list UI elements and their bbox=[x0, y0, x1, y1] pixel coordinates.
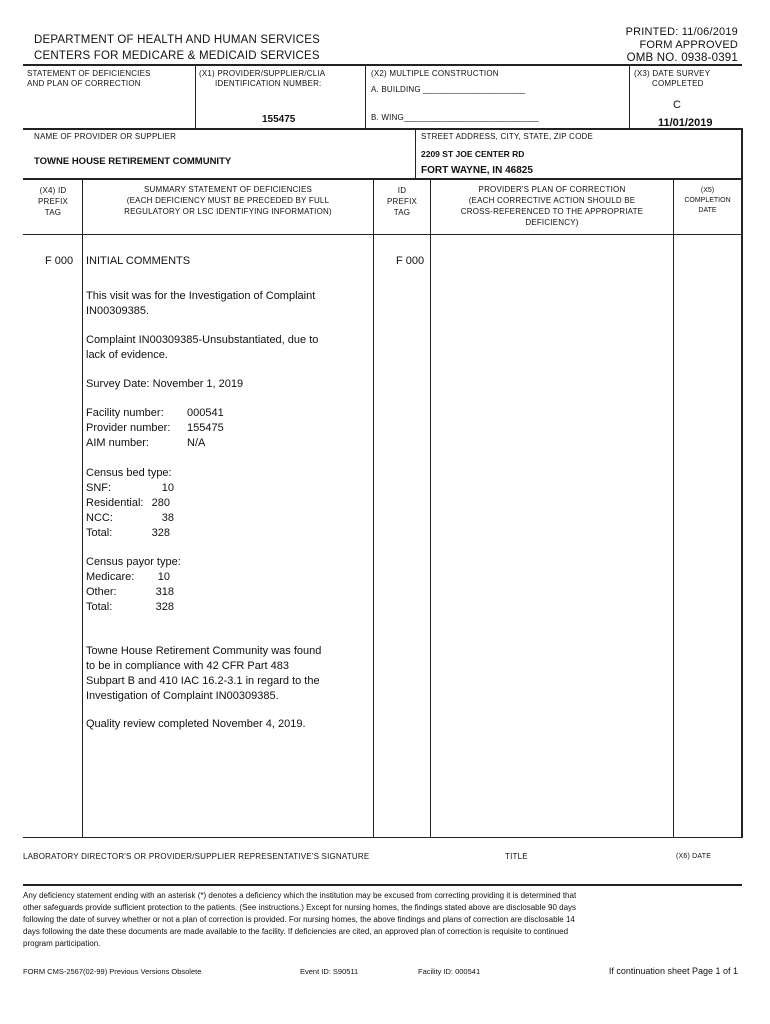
building-label: A. BUILDING bbox=[371, 85, 421, 94]
provider-name: TOWNE HOUSE RETIREMENT COMMUNITY bbox=[34, 156, 232, 167]
summary-header-3: REGULATORY OR LSC IDENTIFYING INFORMATION) bbox=[124, 207, 332, 216]
visit-text-line-2: IN00309385. bbox=[86, 305, 149, 317]
signature-bottom bbox=[23, 884, 742, 886]
x5-header-1: (X5) bbox=[700, 187, 715, 194]
plan-header-4: DEFICIENCY) bbox=[525, 218, 579, 227]
id-header-3: TAG bbox=[393, 208, 411, 217]
building-value: ______________________ bbox=[423, 85, 526, 94]
snf-label: SNF: bbox=[86, 482, 112, 494]
x5-header-3: DATE bbox=[698, 207, 717, 214]
x4-header-2: PREFIX bbox=[37, 197, 69, 206]
x1-label-1: (X1) PROVIDER/SUPPLIER/CLIA bbox=[199, 69, 326, 78]
title-label: TITLE bbox=[505, 852, 528, 861]
continuation-page: If continuation sheet Page 1 of 1 bbox=[608, 966, 738, 976]
x3-survey-date: 11/01/2019 bbox=[658, 117, 713, 129]
compliance-line-1: Towne House Retirement Community was found bbox=[86, 645, 322, 657]
provider-name-label: NAME OF PROVIDER OR SUPPLIER bbox=[34, 132, 177, 141]
id-header-2: PREFIX bbox=[386, 197, 418, 206]
disclaimer-line-1: Any deficiency statement ending with an asterisk (*) denotes a deficiency which the institution may be excused from correcting providing it is determined that bbox=[23, 891, 577, 900]
x1-label-2: IDENTIFICATION NUMBER: bbox=[215, 79, 322, 88]
wing-label: B. WING bbox=[371, 113, 404, 122]
plan-header-3: CROSS-REFERENCED TO THE APPROPRIATE bbox=[460, 207, 644, 216]
medicare-label: Medicare: bbox=[86, 571, 135, 583]
ncc-value: 38 bbox=[161, 512, 174, 524]
row-divider-2 bbox=[23, 178, 742, 180]
census-payor-title: Census payor type: bbox=[86, 556, 181, 568]
vline-right bbox=[741, 178, 743, 838]
x3-label-2: COMPLETED bbox=[652, 79, 704, 88]
summary-header-2: (EACH DEFICIENCY MUST BE PRECEDED BY FULL bbox=[126, 196, 330, 205]
x3-label-1: (X3) DATE SURVEY bbox=[634, 69, 711, 78]
x4-header-3: TAG bbox=[44, 208, 62, 217]
aim-number-value: N/A bbox=[187, 437, 206, 449]
id-header-1: ID bbox=[397, 186, 407, 195]
disclaimer-line-3: following the date of survey whether or not a plan of correction is provided. For nursing homes, the above findings and plans of correction are disclosable 14 bbox=[23, 915, 575, 924]
vline-col-summary bbox=[373, 178, 374, 838]
x3-code: C bbox=[673, 99, 681, 111]
vline-x3 bbox=[629, 64, 630, 128]
vline-col-prefix bbox=[82, 178, 83, 838]
facility-number-value: 000541 bbox=[187, 407, 224, 419]
disclaimer-line-2: other safeguards provide sufficient protection to the patients. (See instructions.) Except for nursing homes, the findings stated above are disclosable 90 days bbox=[23, 903, 577, 912]
facility-number-label: Facility number: bbox=[86, 407, 164, 419]
ncc-label: NCC: bbox=[86, 512, 113, 524]
visit-text-line-1: This visit was for the Investigation of Complaint bbox=[86, 290, 316, 302]
compliance-line-4: Investigation of Complaint IN00309385. bbox=[86, 690, 279, 702]
omb-number: OMB NO. 0938-0391 bbox=[626, 52, 738, 64]
street-address: 2209 ST JOE CENTER RD bbox=[421, 149, 525, 159]
residential-value: 280 bbox=[151, 497, 170, 509]
snf-value: 10 bbox=[161, 482, 174, 494]
aim-number-label: AIM number: bbox=[86, 437, 149, 449]
facility-id: Facility ID: 000541 bbox=[418, 967, 481, 976]
wing-value: _____________________________ bbox=[404, 113, 539, 122]
census-bed-title: Census bed type: bbox=[86, 467, 172, 479]
vline-x1 bbox=[195, 64, 196, 128]
residential-label: Residential: bbox=[86, 497, 144, 509]
city-state-zip: FORT WAYNE, IN 46825 bbox=[421, 165, 533, 176]
body-bottom bbox=[23, 837, 742, 838]
complaint-line-1: Complaint IN00309385-Unsubstantiated, due to bbox=[86, 334, 319, 346]
other-label: Other: bbox=[86, 586, 117, 598]
statement-label-1: STATEMENT OF DEFICIENCIES bbox=[27, 69, 151, 78]
statement-label-2: AND PLAN OF CORRECTION bbox=[27, 79, 141, 88]
x1-provider-id: 155475 bbox=[262, 114, 296, 125]
form-approved: FORM APPROVED bbox=[639, 39, 738, 51]
vline-col-id bbox=[430, 178, 431, 838]
compliance-line-2: to be in compliance with 42 CFR Part 483 bbox=[86, 660, 289, 672]
other-value: 318 bbox=[155, 586, 174, 598]
row-divider-3 bbox=[23, 234, 742, 235]
row-divider-1 bbox=[23, 128, 742, 130]
plan-header-2: (EACH CORRECTIVE ACTION SHOULD BE bbox=[468, 196, 636, 205]
total-payor-value: 328 bbox=[155, 601, 174, 613]
event-id: Event ID: S90511 bbox=[300, 967, 359, 976]
x4-header-1: (X4) ID bbox=[39, 186, 67, 195]
vline-right-provider bbox=[741, 128, 743, 178]
top-border bbox=[23, 64, 742, 66]
address-label: STREET ADDRESS, CITY, STATE, ZIP CODE bbox=[421, 132, 594, 141]
plan-header-1: PROVIDER'S PLAN OF CORRECTION bbox=[478, 185, 626, 194]
survey-date-text: Survey Date: November 1, 2019 bbox=[86, 378, 244, 390]
summary-header-1: SUMMARY STATEMENT OF DEFICIENCIES bbox=[143, 185, 313, 194]
vline-col-plan bbox=[673, 178, 674, 838]
agency-title: CENTERS FOR MEDICARE & MEDICAID SERVICES bbox=[34, 50, 320, 62]
form-number: FORM CMS-2567(02-99) Previous Versions Obsolete bbox=[23, 967, 202, 976]
prefix-tag: F 000 bbox=[45, 255, 74, 267]
entry-title: INITIAL COMMENTS bbox=[86, 255, 191, 267]
x5-header-2: COMPLETION bbox=[684, 197, 731, 204]
x2-label: (X2) MULTIPLE CONSTRUCTION bbox=[371, 69, 499, 78]
vline-x2 bbox=[365, 64, 366, 128]
id-prefix-tag: F 000 bbox=[396, 255, 425, 267]
printed-date: PRINTED: 11/06/2019 bbox=[625, 26, 738, 38]
total-payor-label: Total: bbox=[86, 601, 113, 613]
total-bed-value: 328 bbox=[151, 527, 170, 539]
disclaimer-line-5: program participation. bbox=[23, 939, 101, 948]
complaint-line-2: lack of evidence. bbox=[86, 349, 168, 361]
medicare-value: 10 bbox=[157, 571, 170, 583]
department-title: DEPARTMENT OF HEALTH AND HUMAN SERVICES bbox=[34, 34, 320, 46]
vline-address bbox=[415, 128, 416, 178]
provider-number-label: Provider number: bbox=[86, 422, 171, 434]
provider-number-value: 155475 bbox=[187, 422, 224, 434]
total-bed-label: Total: bbox=[86, 527, 113, 539]
compliance-line-3: Subpart B and 410 IAC 16.2-3.1 in regard to the bbox=[86, 675, 320, 687]
quality-review: Quality review completed November 4, 2019. bbox=[86, 718, 306, 730]
signature-label: LABORATORY DIRECTOR'S OR PROVIDER/SUPPLIER REPRESENTATIVE'S SIGNATURE bbox=[23, 852, 370, 861]
signature-date-label: (X6) DATE bbox=[676, 853, 712, 860]
disclaimer-line-4: days following the date these documents are made available to the facility. If deficiencies are cited, an approved plan of correction is requisite to continued bbox=[23, 927, 569, 936]
